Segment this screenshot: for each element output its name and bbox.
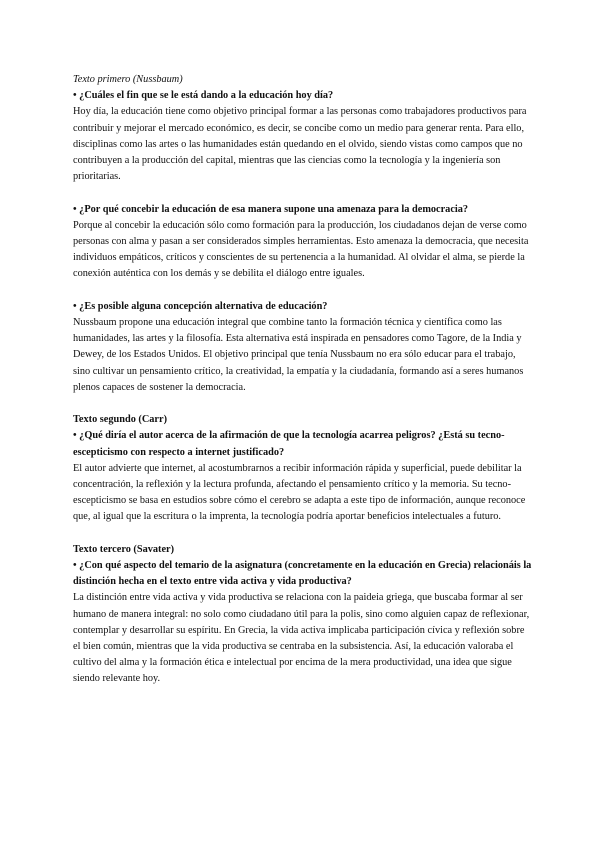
section-title: Texto primero (Nussbaum)	[73, 74, 183, 85]
section-savater	[73, 542, 533, 688]
question-text: • ¿Cuáles el fin que se le está dando a la educación hoy día?	[73, 90, 334, 102]
answer-text: La distinción entre vida activa y vida productiva se relaciona con la paideia griega, que buscaba formar al ser humano de manera integral: no solo como ciudadano útil para la polis, sino como alguien capaz de reflexionar, contemplar y desarrollar su espíritu. En Grecia, la vida activa implicaba participación cívica y reflexión sobre el bien común, mientras que la vida productiva se centraba en la subsistencia. Así, la educación valoraba el cultivo del alma y la formación ética e intelectual por encima de la mera productividad, una idea que sigue siendo relevante hoy.	[73, 592, 530, 685]
answer-text: Porque al concebir la educación sólo como formación para la producción, los ciudadanos dejan de verse como personas con alma y pasan a ser considerados simples herramientas. Esto amenaza la democracia, que necesita individuos empáticos, críticos y conscientes de su pertenencia a la humanidad. Al olvidar el alma, se pierde la conexión auténtica con los demás y se debilita el diálogo entre iguales.	[73, 219, 529, 280]
qa-item	[73, 202, 533, 283]
answer-text: El autor advierte que internet, al acostumbrarnos a recibir información rápida y superficial, puede debilitar la concentración, la reflexión y la lectura profunda, afectando el pensamiento crítico y la memoria. Su tecno-escepticismo se basa en estudios sobre cómo el cerebro se adapta a este tipo de información, aunque reconoce que, al igual que la escritura o la imprenta, la tecnología podría aportar beneficios intelectuales a futuro.	[73, 462, 526, 523]
answer-text: Hoy día, la educación tiene como objetivo principal formar a las personas como trabajadores productivos para contribuir y mejorar el mercado económico, es decir, se concibe como un medio para generar renta. Para ello, disciplinas como las artes o las humanidades están quedando en el olvido, siendo vistas como campos que no contribuyen a la producción del capital, mientras que las ciencias como la tecnología y la ingeniería son prioritarias.	[73, 106, 527, 183]
section-nussbaum	[73, 72, 533, 396]
section-gap	[73, 396, 533, 412]
question-text: • ¿Con qué aspecto del temario de la asignatura (concretamente en la educación en Grecia) relacionáis la distinción hecha en el texto entre vida activa y vida productiva?	[73, 560, 532, 588]
section-carr	[73, 412, 533, 525]
question-text: • ¿Por qué concebir la educación de esa manera supone una amenaza para la democracia?	[73, 203, 469, 215]
answer-text: Nussbaum propone una educación integral que combine tanto la formación técnica y científica como las humanidades, las artes y la filosofía. Esta alternativa está inspirada en pensadores como Tagore, de la India y Dewey, de los Estados Unidos. El objetivo principal que tenía Nussbaum no era sólo educar para el trabajo, sino cultivar un pensamiento crítico, la creatividad, la empatía y la ciudadanía, formando así a seres humanos plenos capaces de sostener la democracia.	[73, 317, 524, 393]
qa-item	[73, 299, 533, 396]
question-text: • ¿Qué diría el autor acerca de la afirmación de que la tecnología acarrea peligros? ¿Está su tecno-escepticismo con respecto a internet justificado?	[73, 430, 505, 458]
paragraph-gap	[73, 185, 533, 201]
section-title: Texto segundo (Carr)	[73, 414, 168, 426]
question-text: • ¿Es posible alguna concepción alternativa de educación?	[73, 300, 328, 312]
qa-item	[73, 88, 533, 185]
section-gap	[73, 526, 533, 542]
qa-item	[73, 558, 533, 688]
paragraph-gap	[73, 283, 533, 299]
document-body	[73, 72, 533, 688]
qa-item	[73, 428, 533, 525]
section-title: Texto tercero (Savater)	[73, 543, 175, 555]
